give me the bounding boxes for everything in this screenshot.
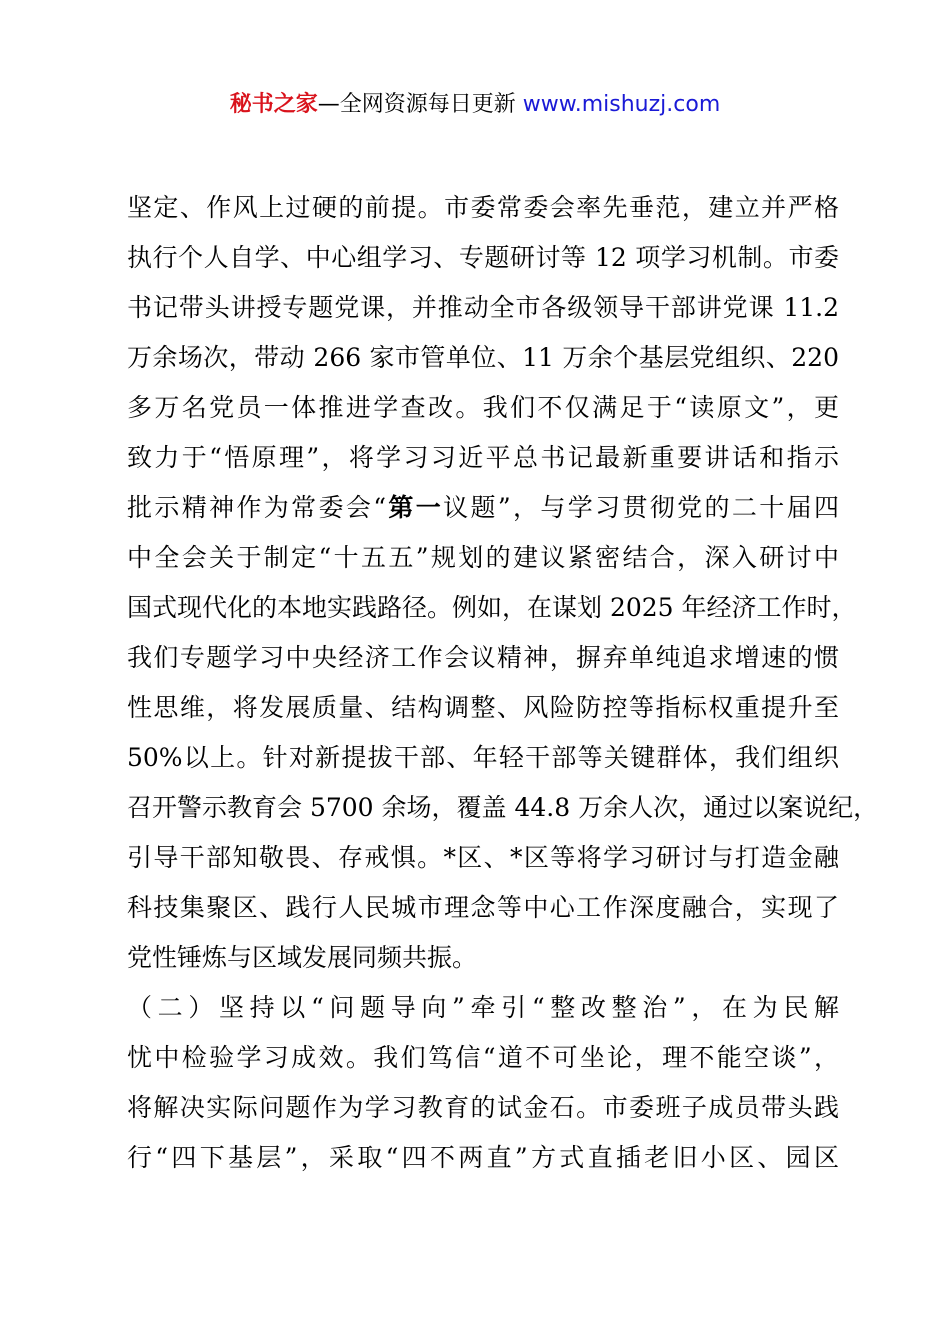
- text-line: 性思维，将发展质量、结构调整、风险防控等指标权重提升至: [127, 693, 839, 722]
- text-line: 执行个人自学、中心组学习、专题研讨等 12 项学习机制。市委: [127, 243, 839, 272]
- text-line: [127, 483, 839, 533]
- text-line: （二）坚持以“问题导向”牵引“整改整治”，在为民解: [127, 993, 839, 1022]
- text-line: 引导干部知敬畏、存戒惧。*区、*区等将学习研讨与打造金融: [127, 843, 839, 872]
- header-tagline: —全网资源每日更新: [317, 92, 523, 117]
- brand-name: 秘书之家: [229, 92, 318, 117]
- text-line: 坚定、作风上过硬的前提。市委常委会率先垂范，建立并严格: [127, 193, 839, 222]
- text-line: 50%以上。针对新提拔干部、年轻干部等关键群体，我们组织: [127, 743, 839, 772]
- text-line: 致力于“悟原理”，将学习习近平总书记最新重要讲话和指示: [127, 443, 839, 472]
- text-line: 万余场次，带动 266 家市管单位、11 万余个基层党组织、220: [127, 343, 839, 372]
- text-line: 我们专题学习中央经济工作会议精神，摒弃单纯追求增速的惯: [127, 643, 839, 672]
- text-segment: 议题”，与学习贯彻党的二十届四: [443, 493, 839, 522]
- text-line: 将解决实际问题作为学习教育的试金石。市委班子成员带头践: [127, 1093, 839, 1122]
- text-line: 科技集聚区、践行人民城市理念等中心工作深度融合，实现了: [127, 893, 839, 922]
- text-line: 党性锤炼与区域发展同频共振。: [127, 943, 478, 972]
- bold-text: 第一: [386, 493, 444, 522]
- text-line: 忧中检验学习成效。我们笃信“道不可坐论，理不能空谈”，: [127, 1043, 839, 1072]
- text-line: 国式现代化的本地实践路径。例如，在谋划 2025 年经济工作时，: [127, 593, 857, 622]
- text-line: 中全会关于制定“十五五”规划的建议紧密结合，深入研讨中: [127, 543, 839, 572]
- text-line: 书记带头讲授专题党课，并推动全市各级领导干部讲党课 11.2: [127, 293, 839, 322]
- website-link[interactable]: www.mishuzj.com: [522, 92, 721, 117]
- page-header: [0, 88, 950, 122]
- text-segment: 批示精神作为常委会“: [127, 493, 387, 522]
- text-line: 召开警示教育会 5700 余场，覆盖 44.8 万余人次，通过以案说纪，: [127, 793, 879, 822]
- text-line: 多万名党员一体推进学查改。我们不仅满足于“读原文”，更: [127, 393, 839, 422]
- text-line: 行“四下基层”，采取“四不两直”方式直插老旧小区、园区: [127, 1143, 839, 1172]
- body-text: [127, 183, 879, 1183]
